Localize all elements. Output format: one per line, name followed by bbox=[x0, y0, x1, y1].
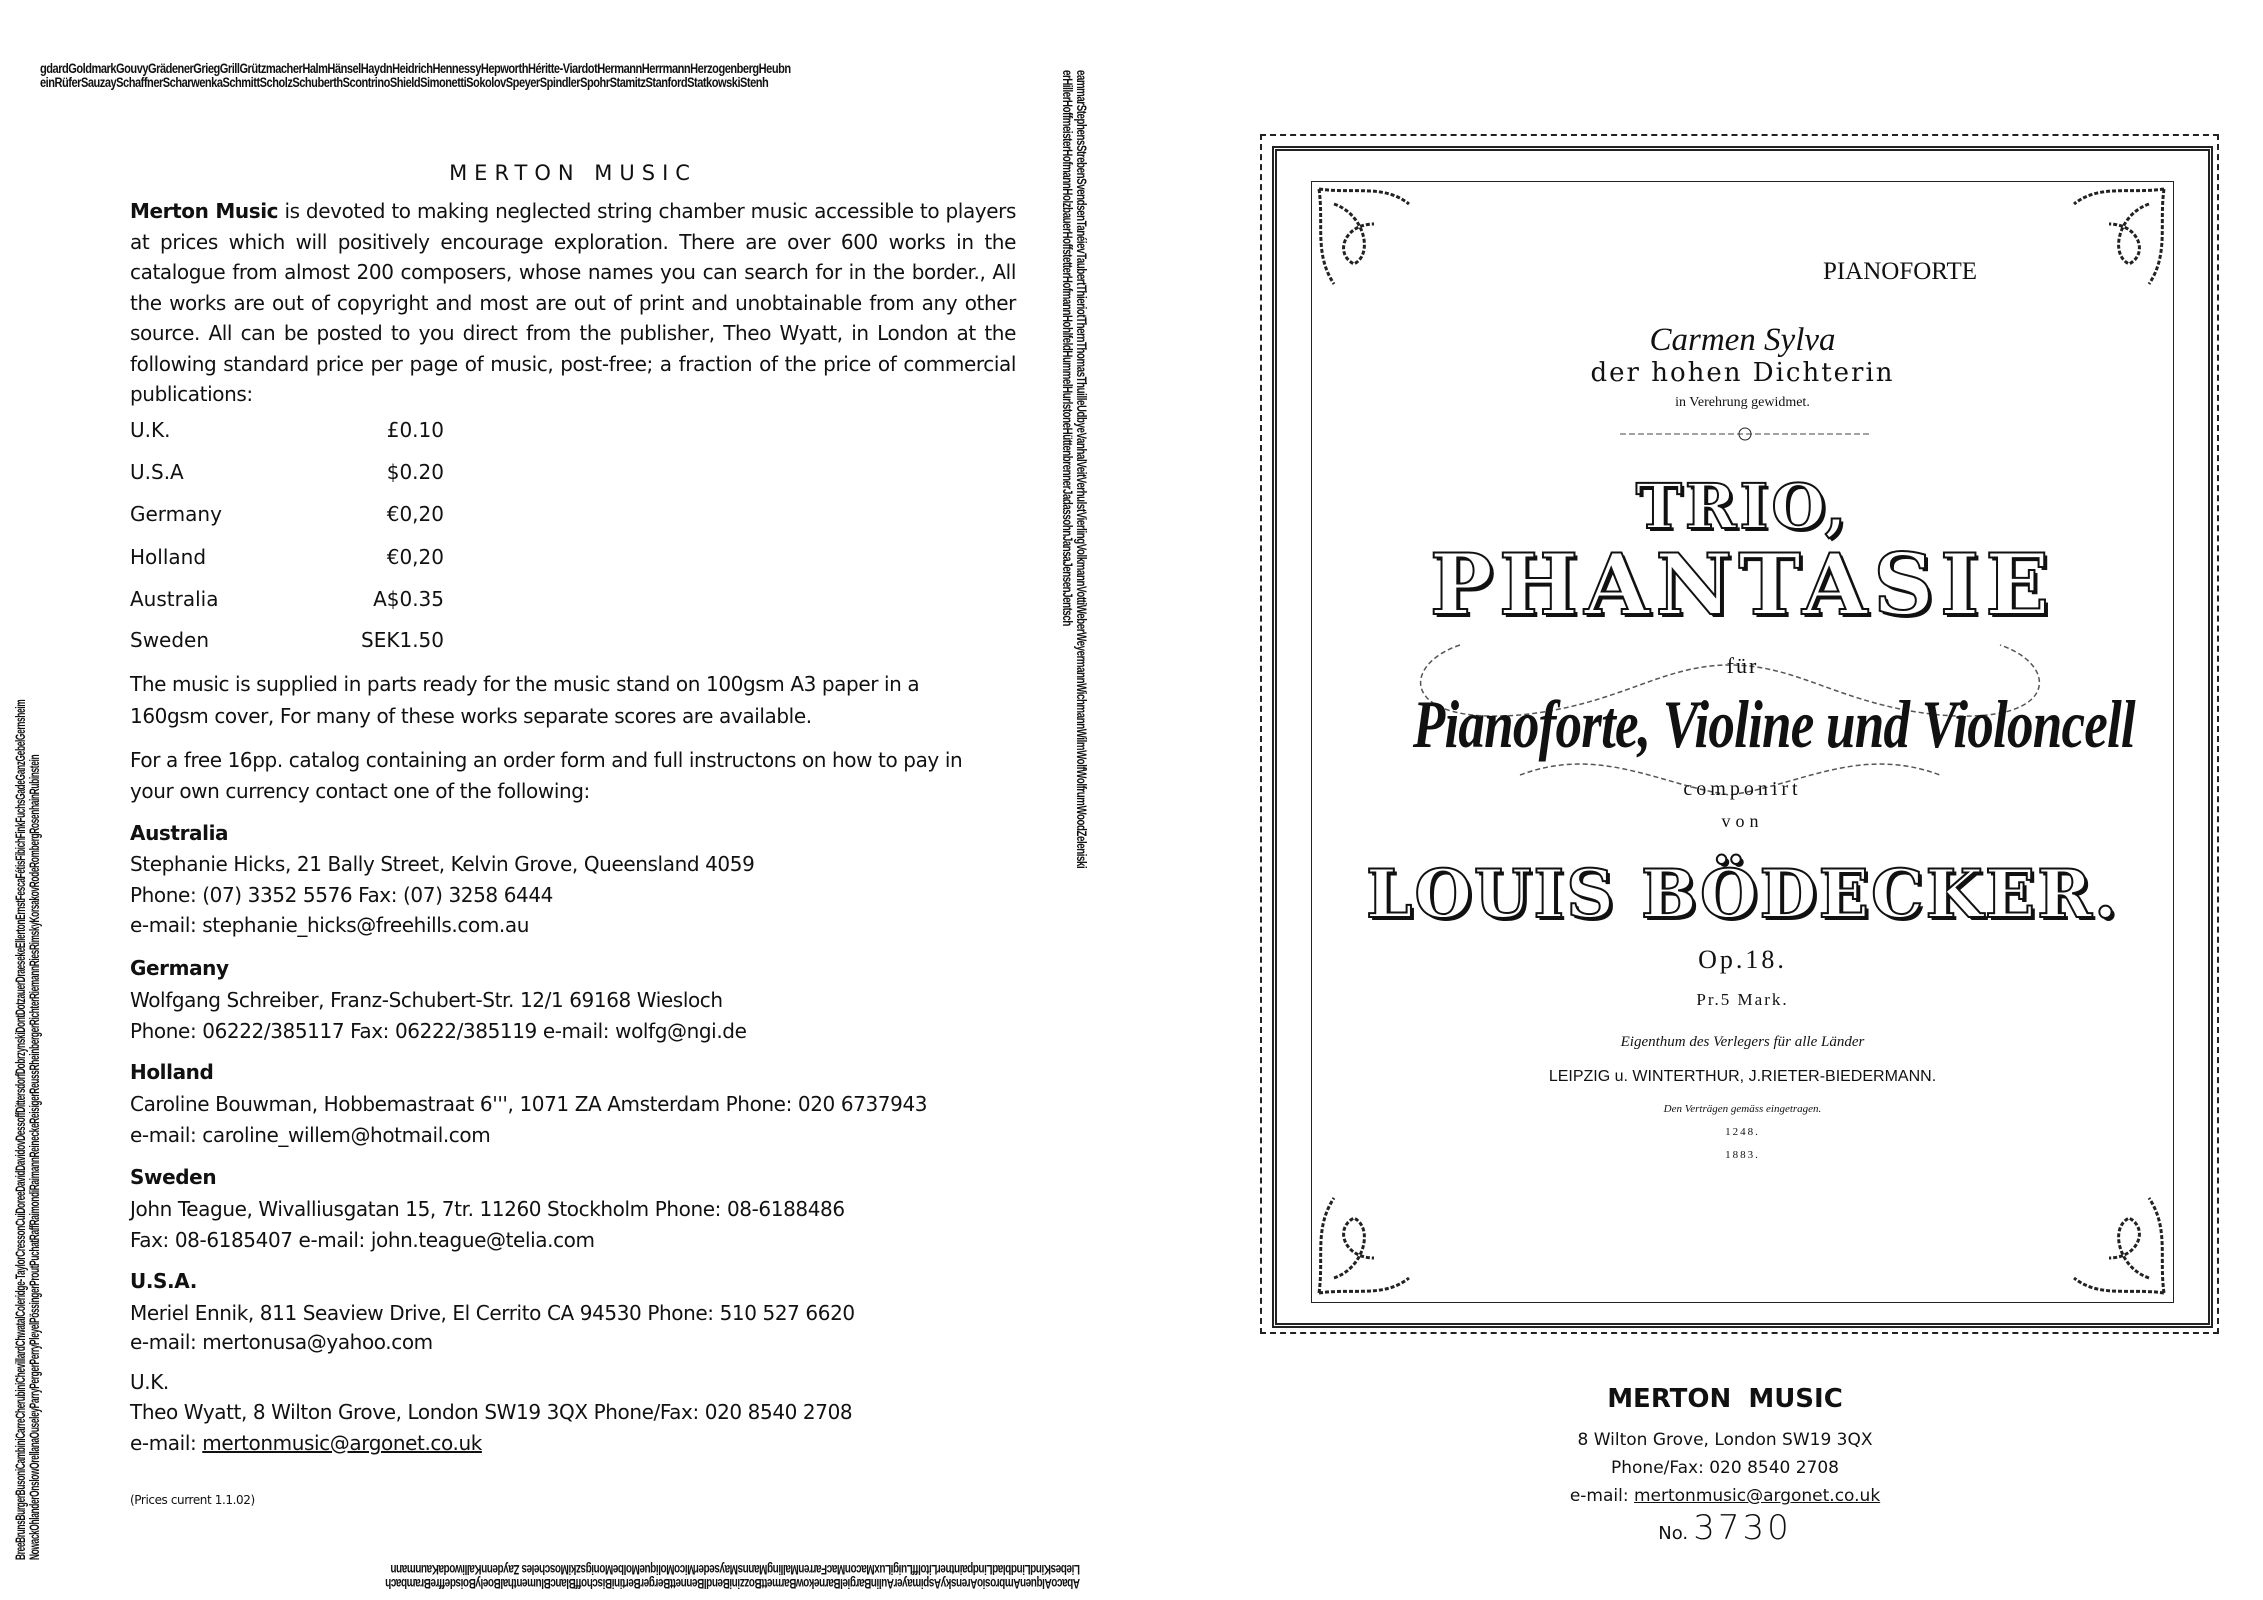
price-value: €0,20 bbox=[386, 545, 444, 569]
divider-ornament-icon bbox=[1620, 424, 1870, 444]
catalog-number bbox=[1560, 1508, 1890, 1548]
cover-instrument: PIANOFORTE bbox=[1822, 258, 1978, 285]
catalog-number-label: No. bbox=[1658, 1523, 1689, 1544]
price-country: Sweden bbox=[130, 628, 210, 652]
border-composers-bottom-2: LiebesKindLindbladLindpaintnerLitolffLuigiLuxMaconMacFarrenMallingMannsMaysederMicoMoliqueMolbeMonigszkiMoscheles ZaydennKalliwodaKaunmann bbox=[390, 1562, 1080, 1577]
email-label: e-mail: bbox=[1569, 1486, 1634, 1506]
border-composers-left-1: BreeBrunsBurgerBusoniCambiniCarreCherubiniChevillardChwatalColeridge-TaylorCressonCuiDoreeDavidDavidovDessoffDittersdorfDobrzynskiDontDotzauerDraesekeEllertonErnstFescaFétisFibichFinkFuchsGadeGanzGebelGernsheim bbox=[13, 699, 28, 1560]
cover-dedicatee-title: der hohen Dichterin bbox=[1590, 358, 1895, 388]
cover-publisher: LEIPZIG u. WINTERTHUR, J.RIETER-BIEDERMANN. bbox=[1548, 1068, 1937, 1085]
imprint-phone: Phone/Fax: 020 8540 2708 bbox=[1611, 1458, 1839, 1478]
cover-componirt: componirt bbox=[1683, 778, 1802, 800]
contact-region: U.S.A. bbox=[130, 1269, 197, 1293]
intro-text: is devoted to making neglected string chamber music accessible to players at prices which will positively encourage exploration. There are over 600 works in the catalogue from almost 200 composers, whose names you can search for in the border., All the works are out of copyright and most are out of print and unobtainable from any other source. All can be posted to you direct from the publisher, Theo Wyatt, in London at the following standard price per page of music, post-free; a fraction of the price of commercial publications: bbox=[130, 199, 1016, 406]
supply-line: The music is supplied in parts ready for the music stand on 100gsm A3 paper in a bbox=[130, 672, 920, 696]
border-composers-right-2: eammarStephensStrebenSvendsenTanéievTaubertThieriotThernThomasThuilleUdbyeVanhalVeitVerhulstVierlingVolkmannVottiWeberWeyermannWichmannWilmWolfWolfrumWoodZeleniski bbox=[1074, 70, 1089, 869]
contact-line: e-mail: caroline_willem@hotmail.com bbox=[130, 1123, 491, 1147]
cover-instruments-wrap bbox=[1311, 685, 2174, 764]
contact-region: Sweden bbox=[130, 1165, 217, 1189]
price-value: £0.10 bbox=[386, 418, 444, 442]
intro-paragraph bbox=[130, 196, 1016, 410]
contact-line: John Teague, Wivalliusgatan 15, 7tr. 11260 Stockholm Phone: 08-6188486 bbox=[130, 1197, 845, 1221]
cover-opus: Op.18. bbox=[1698, 945, 1787, 974]
border-composers-top-1: gdardGoldmarkGouvyGrädenerGriegGrillGrützmacherHalmHänselHaydnHeidrichHennessyHepworthHéritte-ViardotHermannHerrmannHerzogenbergHeubn bbox=[40, 61, 791, 76]
contact-line: Stephanie Hicks, 21 Bally Street, Kelvin Grove, Queensland 4059 bbox=[130, 852, 755, 876]
cover-dedicatee: Carmen Sylva bbox=[1649, 322, 1836, 358]
contact-region: Australia bbox=[130, 821, 229, 845]
price-value: A$0.35 bbox=[373, 587, 444, 611]
cover-dedication: in Verehrung gewidmet. bbox=[1675, 395, 1810, 410]
cover-year: 1883. bbox=[1725, 1149, 1760, 1161]
border-composers-top-2: einRüferSauzaySchaffnerScharwenkaSchmittScholzSchuberthScontrinoShieldSimonettiSokolovSpeyerSpindlerSpohrStamitzStanfordStatkowskiStenh bbox=[40, 75, 769, 90]
imprint-name: MERTON MUSIC bbox=[1607, 1384, 1843, 1414]
contact-line: Phone: (07) 3352 5576 Fax: (07) 3258 6444 bbox=[130, 883, 553, 907]
price-value: €0,20 bbox=[386, 502, 444, 526]
corner-ornament-icon bbox=[2069, 1188, 2169, 1298]
cover-plate: 1248. bbox=[1725, 1126, 1760, 1138]
price-value: SEK1.50 bbox=[361, 628, 444, 652]
price-country: U.S.A bbox=[130, 460, 184, 484]
contact-line: Theo Wyatt, 8 Wilton Grove, London SW19 3QX Phone/Fax: 020 8540 2708 bbox=[130, 1400, 853, 1424]
cover-rights: Eigenthum des Verlegers für alle Länder bbox=[1620, 1034, 1865, 1050]
price-country: Holland bbox=[130, 545, 207, 569]
catalog-number-value: 3730 bbox=[1693, 1508, 1792, 1548]
contact-line: Caroline Bouwman, Hobbemastraat 6''', 1071 ZA Amsterdam Phone: 020 6737943 bbox=[130, 1092, 928, 1116]
catalog-line: your own currency contact one of the following: bbox=[130, 779, 590, 803]
catalog-line: For a free 16pp. catalog containing an order form and full instructons on how to pay in bbox=[130, 748, 963, 772]
price-value: $0.20 bbox=[386, 460, 444, 484]
contact-line: e-mail: mertonusa@yahoo.com bbox=[130, 1330, 433, 1354]
cover-von: von bbox=[1721, 811, 1764, 831]
contact-line: e-mail: stephanie_hicks@freehills.com.au bbox=[130, 913, 529, 937]
price-country: Australia bbox=[130, 587, 219, 611]
price-row bbox=[130, 587, 450, 617]
cover-composer: LOUIS BÖDECKER. bbox=[1365, 855, 2120, 933]
cover-instruments: Pianoforte, Violine und Violoncell bbox=[1412, 686, 2135, 762]
border-composers-bottom-1: AbacoAlquenAmbrosioArenskyAspimayerAulinBargielBarnekowBarmettBozziniBendlBennettBergerBertiniBischoffBlancBlumenthalBoelyBoisdeffreBrambach bbox=[385, 1576, 1081, 1591]
price-row bbox=[130, 418, 450, 448]
corner-ornament-icon bbox=[1314, 1188, 1414, 1298]
email-label: e-mail: bbox=[130, 1431, 203, 1455]
email-link[interactable]: mertonmusic@argonet.co.uk bbox=[202, 1431, 482, 1455]
border-composers-right-1: erHillerHoffmeisterHofmannHolzbauerHoffstetterHofmannHohlfeldHummelHurlstoneHüttenbrennerJadassohnJansaJensenJentsch bbox=[1060, 70, 1075, 626]
intro-brand: Merton Music bbox=[130, 199, 279, 223]
cover-title-phantasie: PHANTASIE bbox=[1429, 535, 2056, 634]
price-row bbox=[130, 460, 450, 490]
page-title: MERTON MUSIC bbox=[449, 161, 697, 185]
imprint-address: 8 Wilton Grove, London SW19 3QX bbox=[1577, 1430, 1873, 1450]
contact-line: Meriel Ennik, 811 Seaview Drive, El Cerrito CA 94530 Phone: 510 527 6620 bbox=[130, 1301, 855, 1325]
cover-fur: für bbox=[1726, 653, 1759, 678]
border-composers-left-2: NowackOhlanderOnslowOrellanaOuseleyParryPergerPerryPleyelPössingerProutPuchatRaffRaimondiRaimannReineckeReisigerReussRheinbergerRichterRiemannRiesRimskyKorsakovRodeRombergRosenhainRubinstein bbox=[27, 754, 42, 1560]
imprint-email-line bbox=[1560, 1486, 1890, 1506]
price-row bbox=[130, 502, 450, 532]
supply-line: 160gsm cover, For many of these works separate scores are available. bbox=[130, 704, 812, 728]
corner-ornament-icon bbox=[2069, 184, 2169, 294]
cover-registered: Den Verträgen gemäss eingetragen. bbox=[1663, 1103, 1822, 1115]
contact-region: Germany bbox=[130, 956, 229, 980]
contact-region: U.K. bbox=[130, 1370, 169, 1394]
contact-line: Phone: 06222/385117 Fax: 06222/385119 e-mail: wolfg@ngi.de bbox=[130, 1019, 747, 1043]
cover-title-trio: TRIO, bbox=[1635, 470, 1850, 543]
price-country: U.K. bbox=[130, 418, 171, 442]
cover-price: Pr.5 Mark. bbox=[1696, 990, 1789, 1009]
contact-line: Fax: 08-6185407 e-mail: john.teague@telia.com bbox=[130, 1228, 595, 1252]
price-row bbox=[130, 545, 450, 575]
imprint-email-link[interactable]: mertonmusic@argonet.co.uk bbox=[1633, 1486, 1881, 1506]
contact-line bbox=[130, 1428, 1016, 1458]
contact-region: Holland bbox=[130, 1060, 214, 1084]
prices-note: (Prices current 1.1.02) bbox=[130, 1493, 255, 1507]
corner-ornament-icon bbox=[1314, 184, 1414, 294]
price-row bbox=[130, 628, 450, 658]
price-country: Germany bbox=[130, 502, 222, 526]
contact-line: Wolfgang Schreiber, Franz-Schubert-Str. 12/1 69168 Wiesloch bbox=[130, 988, 723, 1012]
